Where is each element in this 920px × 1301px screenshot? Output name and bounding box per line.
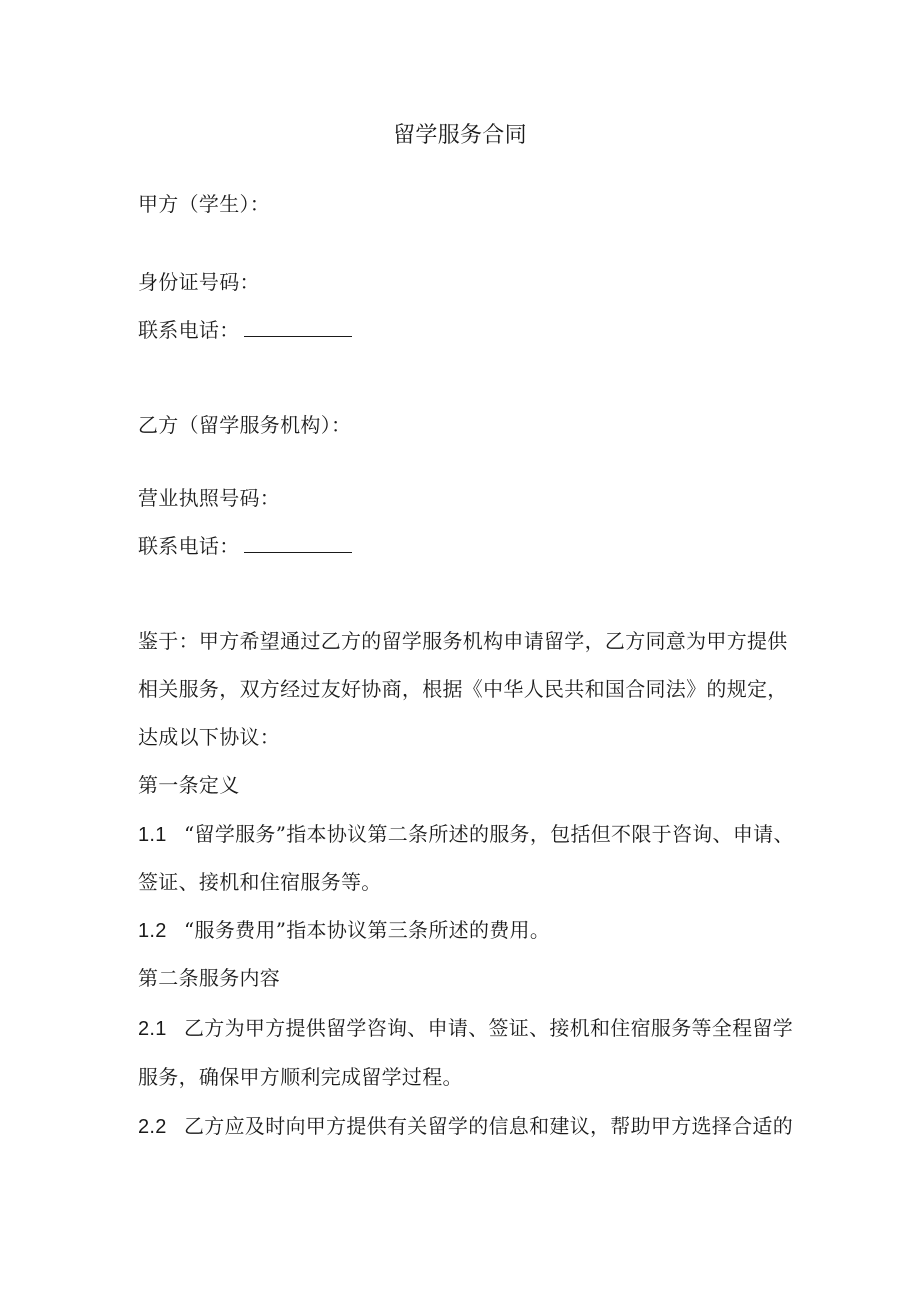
preamble-line: 相关服务，双方经过友好协商，根据《中华人民共和国合同法》的规定，: [138, 677, 788, 701]
clause-1-1-cont: 签证、接机和住宿服务等。: [138, 870, 382, 894]
clause-number: 2.1: [138, 1018, 167, 1040]
preamble-line: 达成以下协议：: [138, 725, 281, 749]
article-1-heading: 第一条定义: [138, 773, 240, 797]
clause-text: 乙方应及时向甲方提供有关留学的信息和建议，帮助甲方选择合适的: [184, 1114, 793, 1138]
party-a-phone-label: 联系电话：: [138, 318, 240, 342]
party-b-phone-row: [138, 532, 352, 560]
party-b-license-label: 营业执照号码：: [138, 486, 281, 510]
clause-number: 1.2: [138, 920, 167, 942]
party-a-heading: 甲方（学生）：: [138, 192, 271, 216]
clause-number: 1.1: [138, 824, 167, 846]
clause-2-1: [138, 1014, 793, 1043]
article-2-heading: 第二条服务内容: [138, 966, 281, 990]
party-a-phone-row: [138, 316, 352, 344]
clause-number: 2.2: [138, 1116, 167, 1138]
party-a-id-label: 身份证号码：: [138, 270, 260, 294]
clause-text: “留学服务”指本协议第二条所述的服务，包括但不限于咨询、申请、: [184, 822, 794, 846]
clause-2-1-cont: 服务，确保甲方顺利完成留学过程。: [138, 1065, 463, 1089]
clause-text: 乙方为甲方提供留学咨询、申请、签证、接机和住宿服务等全程留学: [184, 1016, 793, 1040]
party-b-phone-label: 联系电话：: [138, 534, 240, 558]
clause-2-2: [138, 1112, 793, 1141]
document-title: 留学服务合同: [393, 123, 527, 148]
preamble-line: 鉴于：甲方希望通过乙方的留学服务机构申请留学，乙方同意为甲方提供: [138, 629, 788, 653]
clause-1-2: [138, 916, 550, 945]
party-b-phone-blank: [244, 532, 352, 553]
party-a-phone-blank: [244, 316, 352, 337]
party-b-heading: 乙方（留学服务机构）：: [138, 413, 352, 437]
clause-1-1: [138, 820, 794, 849]
clause-text: “服务费用”指本协议第三条所述的费用。: [184, 918, 551, 942]
